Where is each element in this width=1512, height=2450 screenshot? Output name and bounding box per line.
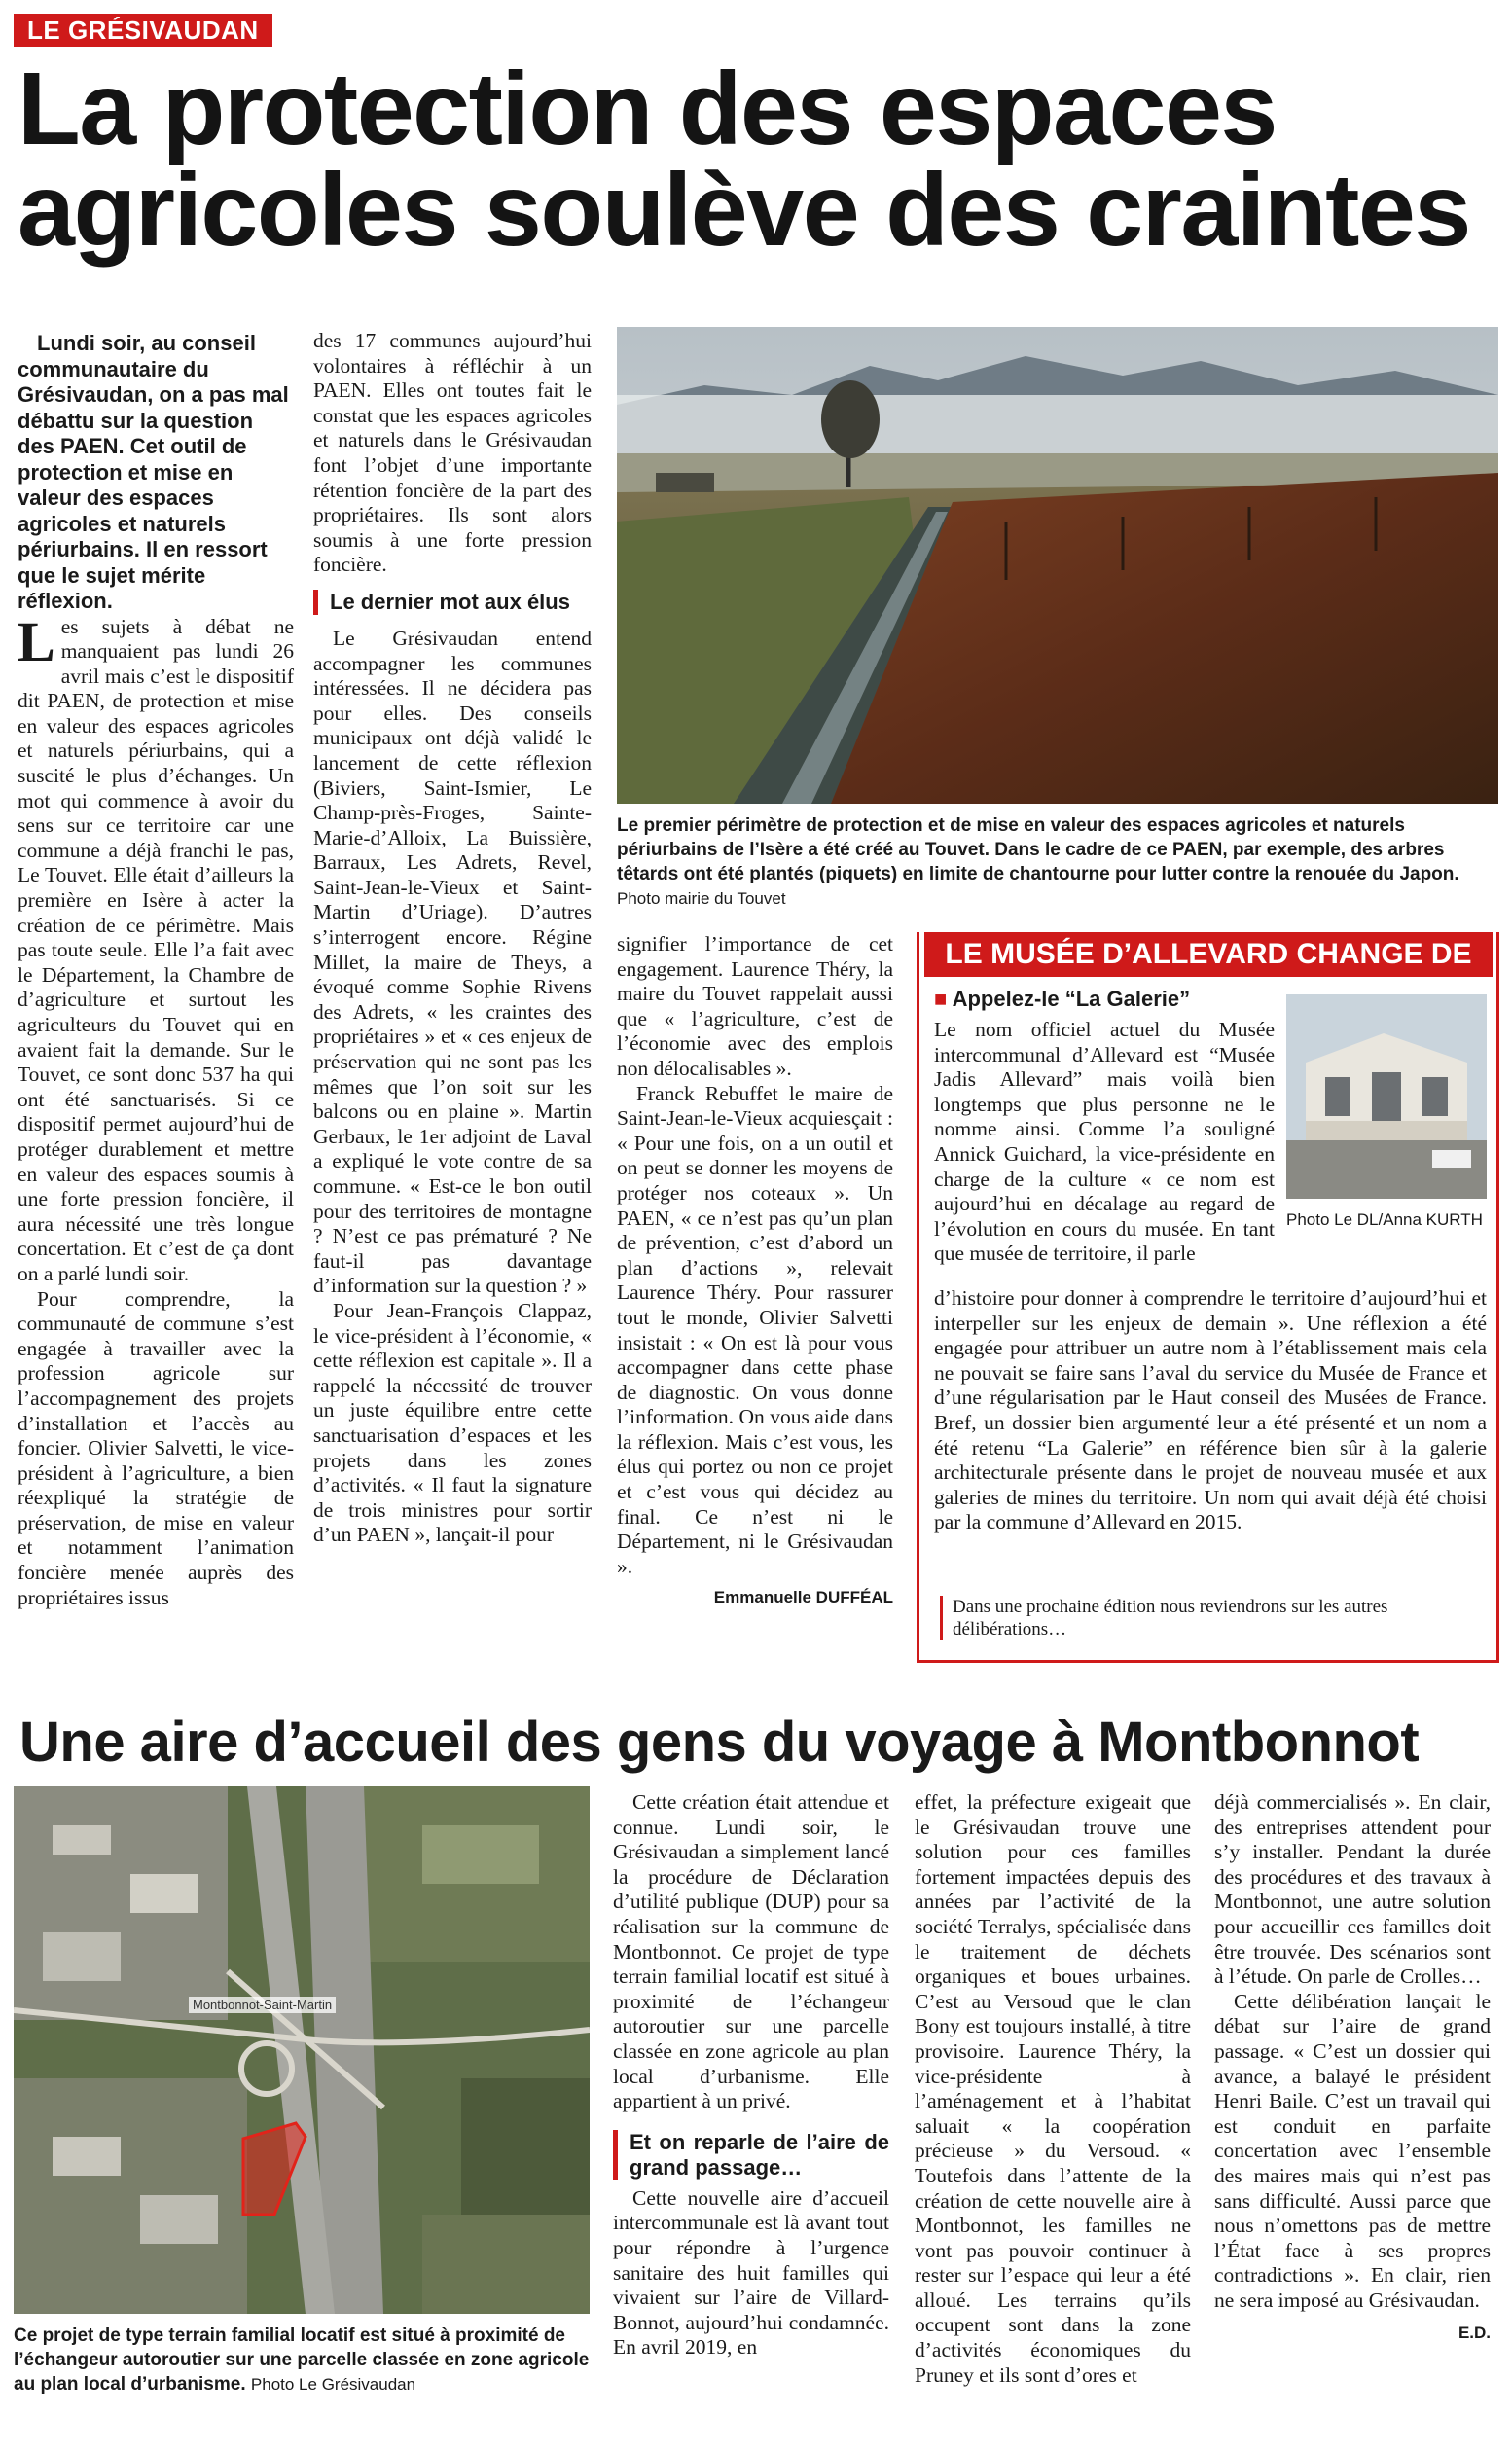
- sidebar-title: LE MUSÉE D’ALLEVARD CHANGE DE NOM: [924, 932, 1493, 977]
- map-caption-text: Ce projet de type terrain familial locatif est situé à proximité de l’échangeur autoroutier sur une parcelle classée en zone agricole au plan local d’urbanisme.: [14, 2325, 590, 2395]
- field-photo: [617, 327, 1498, 804]
- paragraph: Le Grésivaudan entend accompagner les communes intéressées. Il ne décidera pas pour elles. Des conseils municipaux ont déjà validé le lancement de cette réflexion (Biviers, Saint-Ismier, Le Champ-près-Froges, Sainte-Marie-d’Alloix, La Buissière, Barraux, Les Adrets, Revel, Saint-Jean-le-Vieux et Saint-Martin d’Uriage). D’autres s’interrogent encore. Régine Millet, la maire de Theys, a évoqué comme Sophie Rivens des Adrets, « les craintes des propriétaires » et « ces enjeux de préservation qui ne sont pas les mêmes que l’on soit sur les balcons ou en plaine ». Martin Gerbaux, le 1er adjoint de Laval a expliqué le vote contre de sa commune. « Est-ce le bon outil pour des territoires de montagne ? N’est ce pas prématuré ? Ne faut-il pas davantage d’information sur la question ? »: [313, 626, 592, 1298]
- paragraph: Le nom officiel actuel du Musée intercommunal d’Allevard est “Musée Jadis Allevard” mais voilà bien longtemps que plus personne ne le nomme ainsi. Comme l’a souligné Annick Guichard, la vice-présidente en charge de la culture « ce nom est aujourd’hui en décalage au regard de l’évolution en cours du musée. En tant que musée de territoire, il parle: [934, 1018, 1275, 1266]
- sidebar-subheading-text: Appelez-le “La Galerie”: [952, 987, 1191, 1011]
- article2-column-2: [915, 1790, 1191, 2388]
- photo-credit: Photo mairie du Touvet: [617, 889, 786, 908]
- author-initials: E.D.: [1458, 2324, 1491, 2343]
- article-column-2: [313, 329, 592, 1548]
- aerial-map: [14, 1786, 590, 2314]
- map-caption: [14, 2324, 590, 2396]
- subheading: Le dernier mot aux élus: [313, 590, 592, 615]
- paragraph: déjà commercialisés ». En clair, des entreprises attendent pour s’y installer. Pendant la durée des procédures et des travaux à Montbonnot, une autre solution pour accueillir ces familles doit être trouvée. Des scénarios sont à l’étude. On parle de Crolles…: [1214, 1790, 1491, 1989]
- paragraph: d’histoire pour donner à comprendre le territoire d’aujourd’hui et interpeller sur les enjeux de demain ». Une réflexion a été engagée pour attribuer un autre nom à l’établissement mais cela ne pouvait se faire sans l’aval du service du Musée de France et d’une régularisation par le Haut conseil des Musées de France. Bref, un dossier bien argumenté leur a été présenté et un nom a été retenu “La Galerie” en référence bien sûr à la galerie architecturale présente dans le projet de nouveau musée et aux galeries de mines du territoire. Un nom qui avait déjà été choisi par la commune d’Allevard en 2015.: [934, 1286, 1487, 1534]
- article2-subheading: Et on reparle de l’aire de grand passage…: [613, 2130, 889, 2180]
- sidebar-border-bottom: [917, 1660, 1499, 1663]
- map-credit: Photo Le Grésivaudan: [250, 2375, 416, 2394]
- article2-title: Une aire d’accueil des gens du voyage à Montbonnot: [19, 1711, 1420, 1774]
- section-kicker: LE GRÉSIVAUDAN: [14, 14, 272, 47]
- sidebar-border-right: [1496, 932, 1499, 1660]
- paragraph: Cette délibération lançait le débat sur l’aire de grand passage. « C’est un dossier qui avance, a balayé le président Henri Baile. C’est un travail qui est conduit en parfaite concertation avec l’ensemble des maires mais qui n’est pas sans difficulté. Aussi parce que nous n’omettons pas de mettre l’État face à ses propres contradictions ». En clair, rien ne sera imposé au Grésivaudan.: [1214, 1989, 1491, 2312]
- paragraph: Cette nouvelle aire d’accueil intercommunale est là avant tout pour répondre à l’urgence sanitaire des huit familles qui vivaient sur l’aire de Villard-Bonnot, aujourd’hui condamnée. En avril 2019, en: [613, 2185, 889, 2360]
- sidebar-column-top: [934, 987, 1275, 1267]
- paragraph: Cette création était attendue et connue. Lundi soir, le Grésivaudan a simplement lancé la procédure de Déclaration d’utilité publique (DUP) pour sa réalisation sur la commune de Montbonnot. Ce projet de type terrain familial locatif est situé à proximité de l’échangeur autoroutier sur une parcelle classée en zone agricole au plan local d’urbanisme. Elle appartient à un privé.: [613, 1790, 889, 2113]
- page-title: [18, 52, 1496, 268]
- paragraph: Franck Rebuffet le maire de Saint-Jean-le-Vieux acquiesçait : « Pour une fois, on a un outil et on peut se donner les moyens de protéger nos coteaux ». Un PAEN, « ce n’est pas qu’un plan de prévention, c’est d’abord un plan d’actions », relevait Laurence Théry. Pour rassurer tout le monde, Olivier Salvetti insistait : « On est là pour vous accompagner dans cette phase de diagnostic. On vous donne l’information. On vous aide dans la réflexion. Mais c’est vous, les élus qui portez ou non ce projet et c’est vous qui décidez au final. Ce n’est ni le Département, ni le Grésivaudan ».: [617, 1081, 893, 1578]
- article-column-3: [617, 932, 893, 1610]
- paragraph: signifier l’importance de cet engagement. Laurence Théry, la maire du Touvet rappelait aussi que « l’agriculture, c’est de l’économie avec des emplois non délocalisables ».: [617, 932, 893, 1080]
- sidebar-subheading: [934, 987, 1275, 1012]
- article-column-1: [18, 331, 294, 1610]
- museum-photo-credit: Photo Le DL/Anna KURTH: [1286, 1210, 1483, 1229]
- sidebar-column-bottom: [934, 1286, 1487, 1535]
- paragraph: effet, la préfecture exigeait que le Grésivaudan trouve une solution pour ces familles fortement impactées depuis des années par l’activité de la société Terralys, spécialisée dans le traitement de déchets organiques et boues urbaines. C’est au Versoud que le clan Bony est toujours installé, à titre provisoire. Laurence Théry, la vice-présidente à l’aménagement et à l’habitat saluait « la coopération précieuse » du Versoud. « Toutefois dans l’attente de la création de cette nouvelle aire à Montbonnot, les familles ne vont pas pouvoir continuer à rester sur l’espace qui leur a été alloué. Les terrains qu’ils occupent sont dans la zone d’activités économiques du Pruney et ils sont d’ores et: [915, 1790, 1191, 2387]
- paragraph: des 17 communes aujourd’hui volontaires à réfléchir à un PAEN. Elles ont toutes fait le constat que les espaces agricoles et naturels dans le Grésivaudan font l’objet d’une importante rétention foncière de la part des propriétaires. Ils sont alors soumis à une forte pression foncière.: [313, 329, 592, 577]
- bullet-square: ■: [934, 987, 948, 1011]
- paragraph: es sujets à débat ne manquaient pas lundi 26 avril mais c’est le dispositif dit PAEN, de protection et mise en valeur des espaces agricoles et naturels périurbains, qui a suscité le plus d’échanges. Un mot qui commence à avoir du sens sur ce territoire car une commune a déjà franchi le pas, Le Touvet. Elle était d’ailleurs la première en Isère à acter la création de ce périmètre. Mais pas toute seule. Elle l’a fait avec le Département, la Chambre de d’agriculture et surtout les agriculteurs du Touvet qui en avaient fait la demande. Sur le Touvet, ce sont donc 537 ha qui ont été sanctuarisés. Si ce dispositif permet aujourd’hui de protéger durablement et mettre en valeur des espaces soumis à une forte pression foncière, il aura nécessité une très longue concertation. Et c’est de ça dont on a parlé lundi soir.: [18, 614, 294, 1285]
- article2-column-3: [1214, 1790, 1491, 2346]
- article2-column-1: [613, 1790, 889, 2360]
- title-line-2: agricoles soulève des craintes: [18, 153, 1470, 268]
- museum-photo: [1286, 994, 1487, 1199]
- title-line-1: La protection des espaces: [18, 52, 1277, 166]
- paragraph: Pour comprendre, la communauté de commune s’est engagée à travailler avec la profession agricole sur l’accompagnement des projets d’installation et l’accès au foncier. Olivier Salvetti, le vice-président à l’agriculture, a bien réexpliqué la stratégie de préservation, de mise en valeur et notamment l’animation foncière menée auprès des propriétaires issus: [18, 1286, 294, 1609]
- sidebar-border-left: [917, 932, 919, 1660]
- editor-note: Dans une prochaine édition nous reviendrons sur les autres délibérations…: [940, 1596, 1497, 1640]
- paragraph: Pour Jean-François Clappaz, le vice-président à l’économie, « cette réflexion est capitale ». Il a rappelé la nécessité de trouver un juste équilibre entre cette sanctuarisation d’espaces et les projets dans les zones d’activités. « Il faut la signature de trois ministres pour sortir d’un PAEN », lançait-il pour: [313, 1298, 592, 1547]
- article-lead: Lundi soir, au conseil communautaire du Grésivaudan, on a pas mal débattu sur la question des PAEN. Cet outil de protection et mise en valeur des espaces agricoles et naturels périurbains. Il en ressort que le sujet mérite réflexion.: [18, 331, 289, 613]
- map-location-label: Montbonnot-Saint-Martin: [189, 1997, 336, 2013]
- drop-cap: L: [18, 609, 55, 673]
- author-signature: Emmanuelle DUFFÉAL: [713, 1588, 893, 1607]
- caption-text: Le premier périmètre de protection et de mise en valeur des espaces agricoles et naturels périurbains de l’Isère a été créé au Touvet. Dans le cadre de ce PAEN, par exemple, des arbres têtards ont été plantés (piquets) en limite de chantourne pour lutter contre la renouée du Japon.: [617, 815, 1459, 884]
- photo-caption: [617, 813, 1498, 911]
